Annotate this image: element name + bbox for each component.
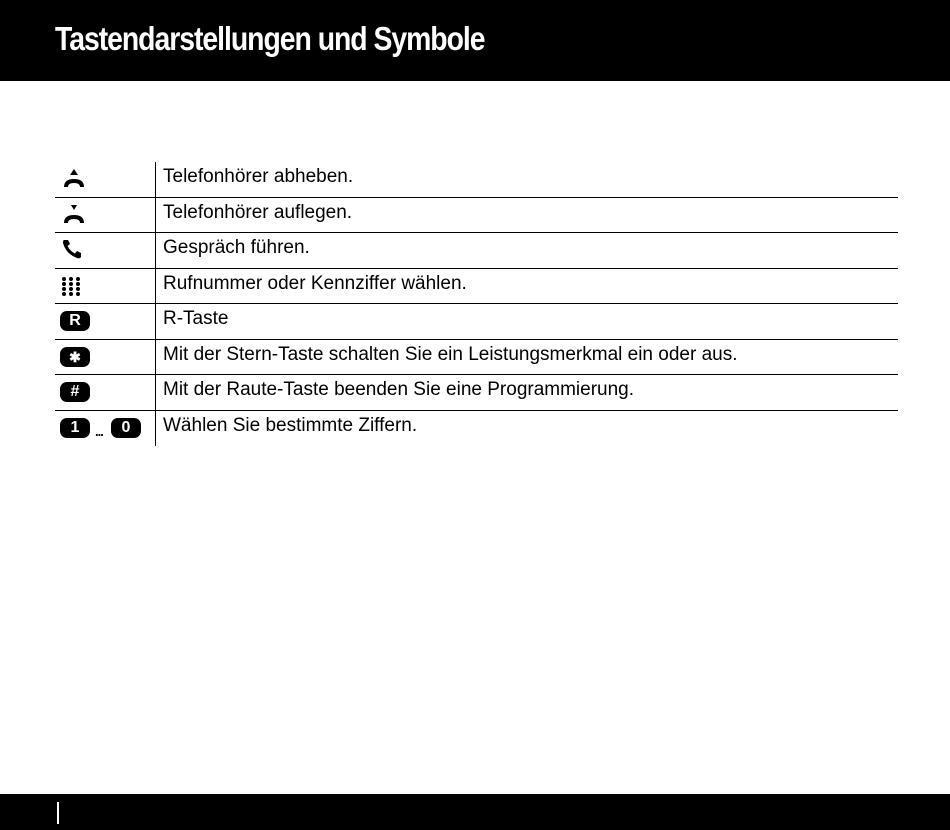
column-divider xyxy=(155,304,156,339)
row-description: Telefonhörer auflegen. xyxy=(163,201,353,223)
footer-bar xyxy=(0,794,950,830)
handset-icon xyxy=(61,238,83,260)
table-row xyxy=(55,304,898,340)
icon-cell xyxy=(55,375,155,410)
table-row xyxy=(55,375,898,411)
icon-cell xyxy=(55,304,155,339)
icon-cell xyxy=(55,233,155,268)
icon-cell xyxy=(55,340,155,375)
icon-cell xyxy=(55,411,155,447)
header-bar xyxy=(0,0,950,81)
keypad-icon xyxy=(61,276,81,296)
row-description: Mit der Raute-Taste beenden Sie eine Programmierung. xyxy=(163,379,635,400)
icon-cell xyxy=(55,162,155,197)
table-row xyxy=(55,233,898,269)
table-row xyxy=(55,340,898,376)
table-row xyxy=(55,411,898,447)
symbol-table xyxy=(55,162,898,446)
footer-marker xyxy=(57,802,59,824)
star-key-icon: ✱ xyxy=(60,347,90,367)
hash-key-icon: # xyxy=(60,382,90,402)
column-divider xyxy=(155,198,156,233)
table-row xyxy=(55,162,898,198)
column-divider xyxy=(155,162,156,197)
range-separator: ... xyxy=(95,423,103,439)
table-row xyxy=(55,198,898,234)
row-description: Rufnummer oder Kennziffer wählen. xyxy=(163,272,467,294)
row-description: Gespräch führen. xyxy=(163,237,310,258)
row-description: Telefonhörer abheben. xyxy=(163,166,354,187)
icon-cell xyxy=(55,269,155,304)
table-row xyxy=(55,269,898,305)
digit-zero-key-icon: 0 xyxy=(111,418,141,438)
r-key-icon: R xyxy=(60,311,90,331)
lift-handset-icon xyxy=(61,168,87,190)
column-divider xyxy=(155,411,156,447)
hang-up-handset-icon xyxy=(61,202,87,226)
row-description: Mit der Stern-Taste schalten Sie ein Leistungsmerkmal ein oder aus. xyxy=(163,343,738,365)
digit-one-key-icon: 1 xyxy=(60,418,90,438)
column-divider xyxy=(155,375,156,410)
row-description: R-Taste xyxy=(163,308,229,329)
column-divider xyxy=(155,340,156,375)
column-divider xyxy=(155,233,156,268)
column-divider xyxy=(155,269,156,304)
row-description: Wählen Sie bestimmte Ziffern. xyxy=(163,414,418,436)
icon-cell xyxy=(55,198,155,233)
page-title: Tastendarstellungen und Symbole xyxy=(55,20,485,57)
